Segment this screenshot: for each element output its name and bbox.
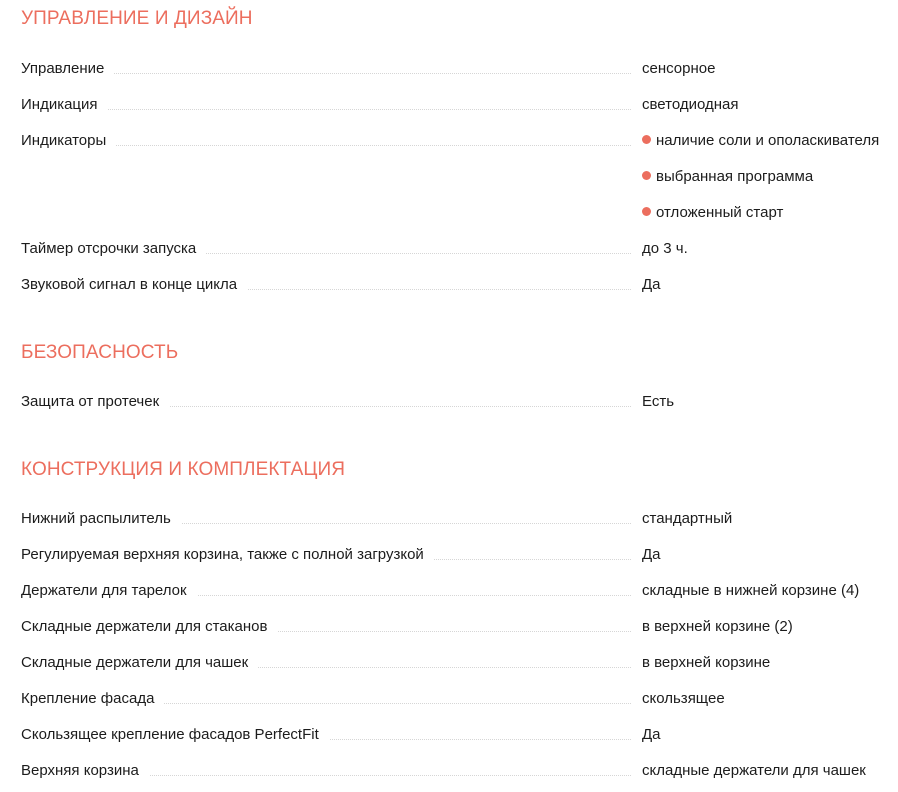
bullet-dot-icon: [642, 171, 651, 180]
spec-label: Звуковой сигнал в конце цикла: [21, 274, 247, 296]
spec-label: Скользящее крепление фасадов PerfectFit: [21, 724, 329, 746]
spec-label: Индикация: [21, 94, 108, 116]
spec-value: в верхней корзине (2): [642, 618, 793, 635]
spec-value: сенсорное: [642, 60, 716, 77]
section-title-safety: БЕЗОПАСНОСТЬ: [21, 342, 179, 363]
spec-value: складные держатели для чашек: [642, 762, 866, 779]
spec-label: Верхняя корзина: [21, 760, 149, 782]
spec-label: Таймер отсрочки запуска: [21, 238, 206, 260]
spec-label: Нижний распылитель: [21, 508, 181, 530]
spec-label: Защита от протечек: [21, 391, 169, 413]
spec-value: Да: [642, 546, 661, 563]
spec-row-control: [21, 58, 898, 80]
spec-value: складные в нижней корзине (4): [642, 582, 860, 599]
spec-label: Управление: [21, 58, 114, 80]
spec-label: Складные держатели для чашек: [21, 652, 258, 674]
spec-row-lower-spray-arm: [21, 508, 898, 530]
bullet-dot-icon: [642, 135, 651, 144]
spec-value: до 3 ч.: [642, 240, 688, 257]
spec-row-facade-mount: [21, 688, 898, 710]
spec-value: стандартный: [642, 510, 733, 527]
spec-label: Держатели для тарелок: [21, 580, 197, 602]
indicator-list-item: [642, 130, 879, 152]
spec-value: Да: [642, 276, 661, 293]
spec-row-glass-holders: [21, 616, 898, 638]
indicator-text: отложенный старт: [656, 204, 784, 221]
spec-label: Складные держатели для стаканов: [21, 616, 277, 638]
spec-label: Индикаторы: [21, 130, 116, 152]
spec-row-indication: [21, 94, 898, 116]
spec-value: скользящее: [642, 690, 725, 707]
spec-row-perfectfit: [21, 724, 898, 746]
spec-row-end-signal: [21, 274, 898, 296]
spec-row-cup-holders: [21, 652, 898, 674]
spec-label: Крепление фасада: [21, 688, 164, 710]
spec-row-leak-protection: [21, 391, 898, 413]
section-title-construction: КОНСТРУКЦИЯ И КОМПЛЕКТАЦИЯ: [21, 459, 346, 480]
indicator-text: выбранная программа: [656, 168, 814, 185]
indicator-list-item: [642, 202, 783, 224]
spec-row-plate-holders: [21, 580, 898, 602]
indicator-list-item: [642, 166, 813, 188]
spec-label: Регулируемая верхняя корзина, также с полной загрузкой: [21, 544, 434, 566]
indicator-text: наличие соли и ополаскивателя: [656, 132, 880, 149]
spec-value: Есть: [642, 393, 675, 410]
dotted-leader: [21, 109, 631, 110]
spec-value: в верхней корзине: [642, 654, 771, 671]
section-title-control-design: УПРАВЛЕНИЕ И ДИЗАЙН: [21, 8, 253, 29]
spec-value: светодиодная: [642, 96, 739, 113]
bullet-dot-icon: [642, 207, 651, 216]
spec-value: Да: [642, 726, 661, 743]
spec-row-adjustable-upper-basket: [21, 544, 898, 566]
spec-row-upper-basket: [21, 760, 898, 782]
spec-row-delay-timer: [21, 238, 898, 260]
